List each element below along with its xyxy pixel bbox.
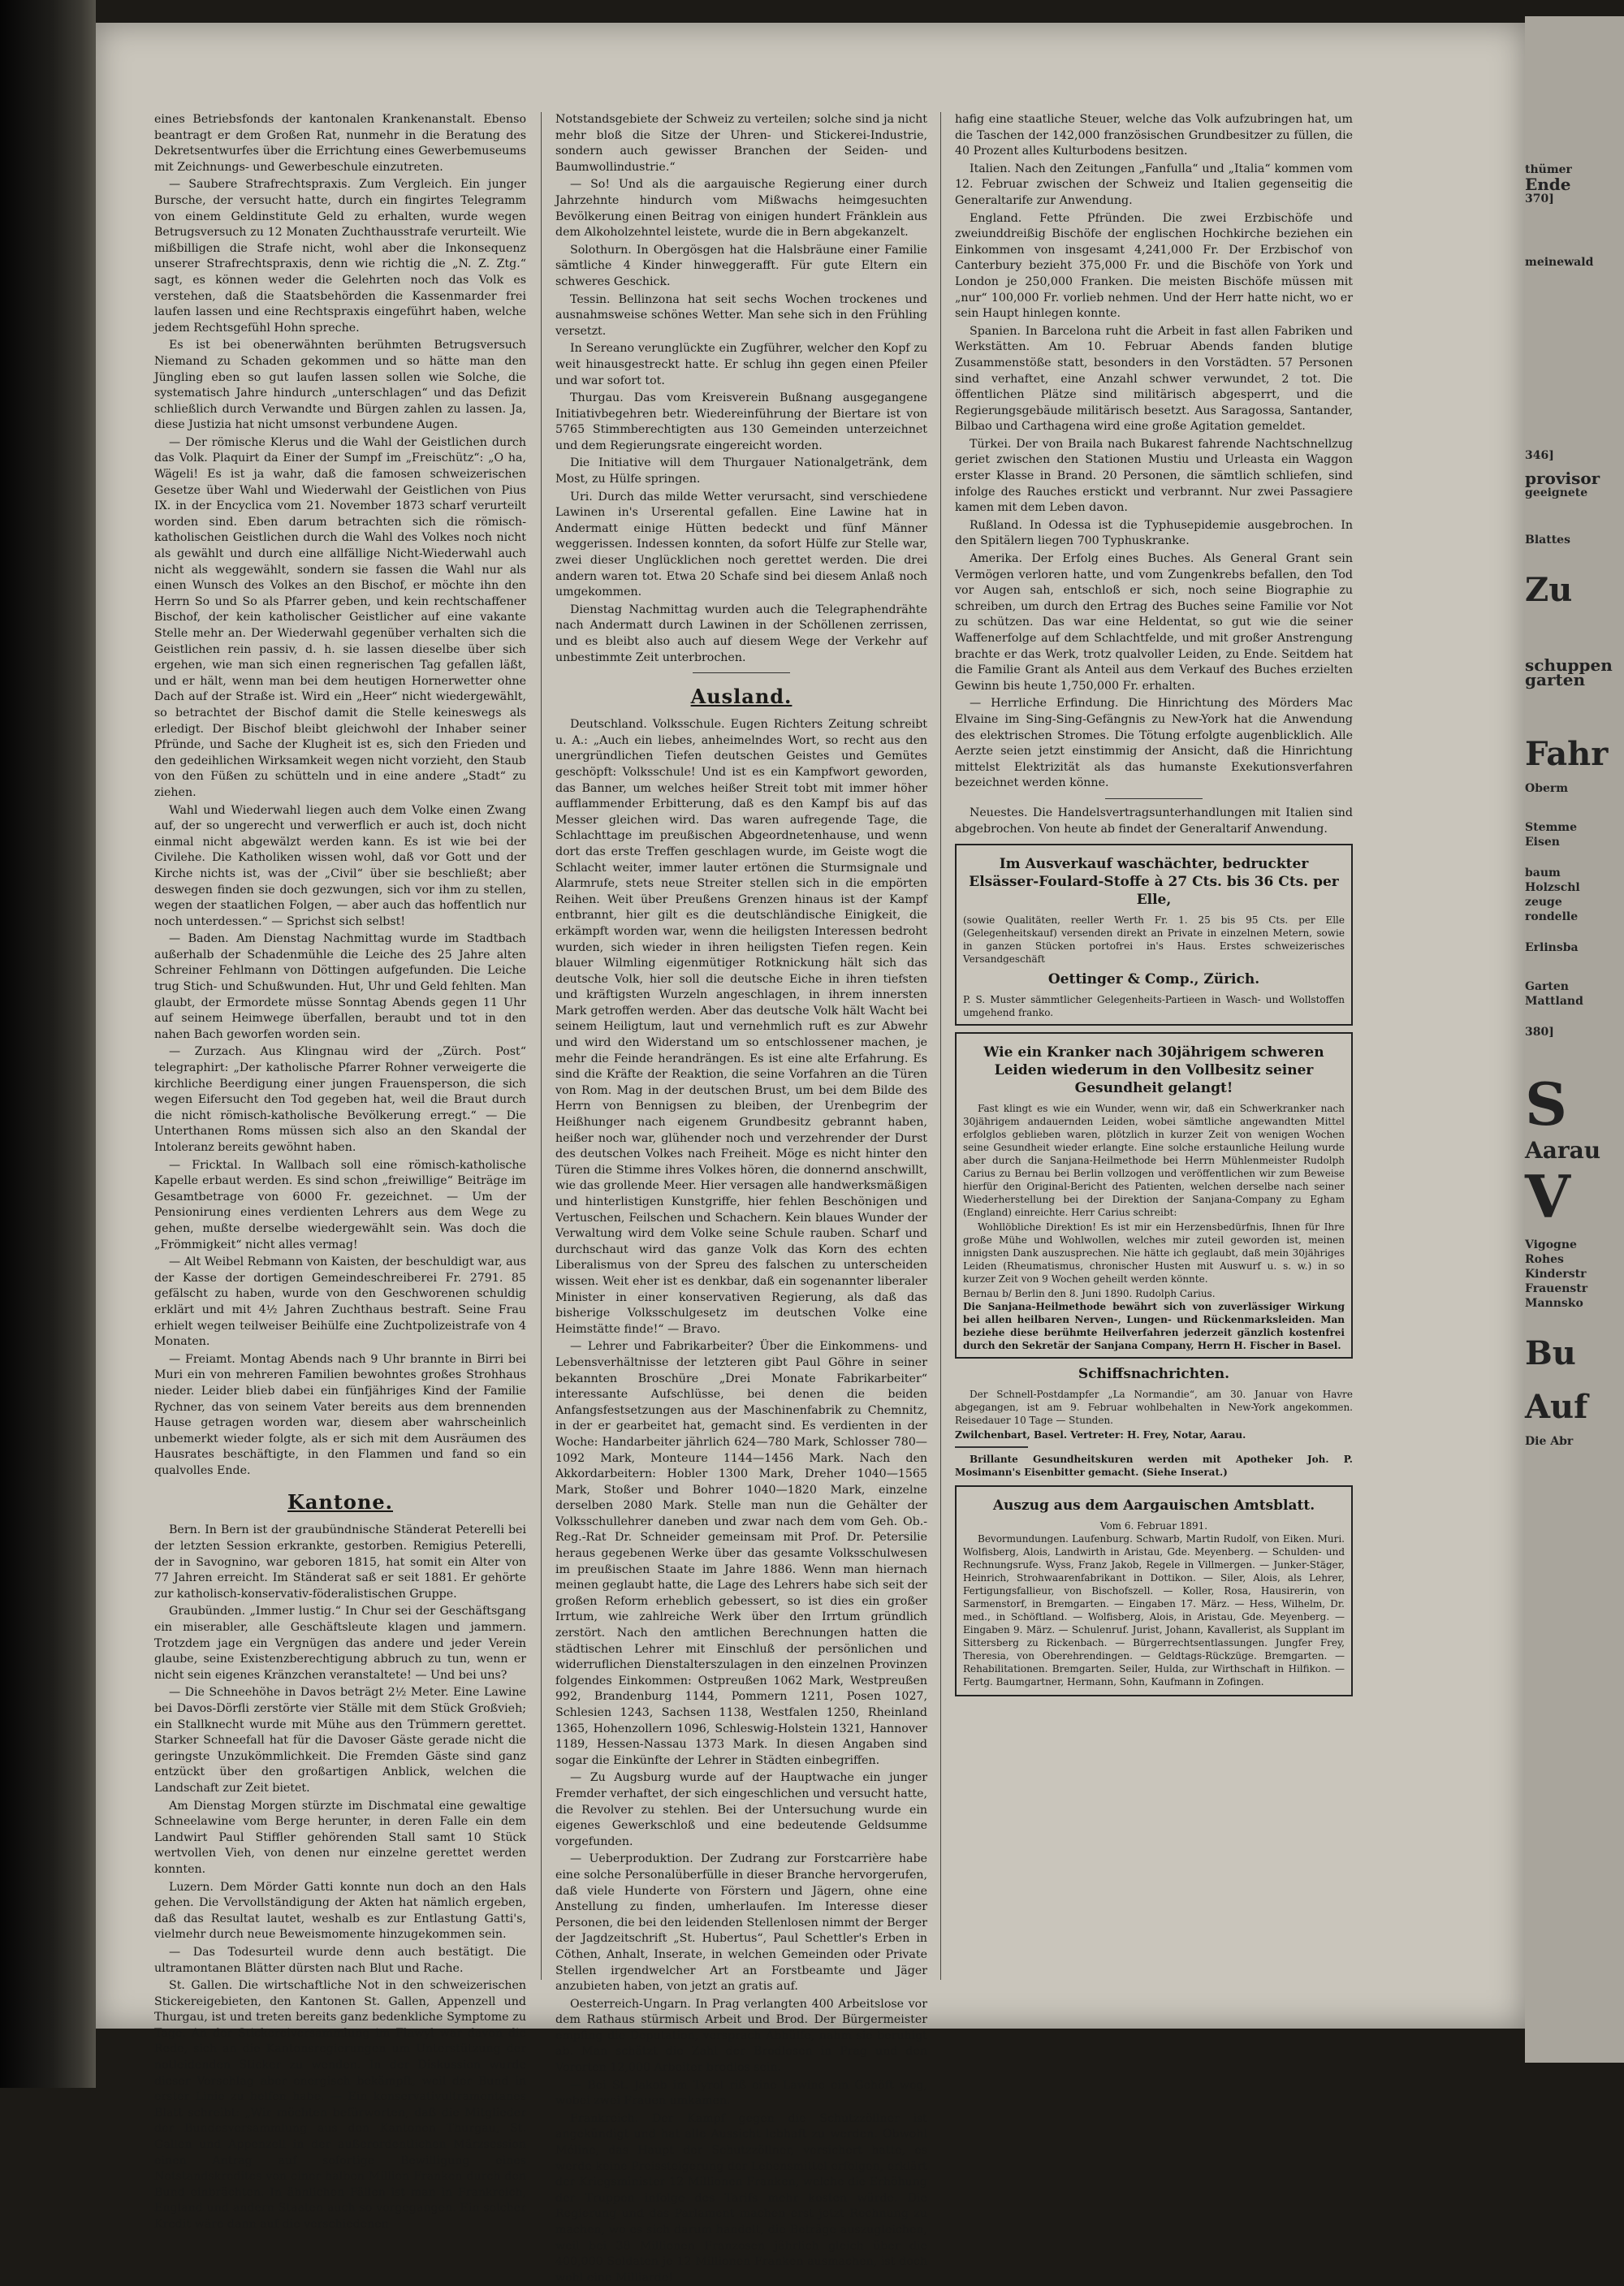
article-paragraph: — Zu Augsburg wurde auf der Hauptwache ein junger Fremder verhaftet, der sich eingeschlichen und versucht hatte, die Revolver zu stehlen. Bei der Untersuchung wurde ein eigenes Gewerkschloß und eine bedeutende Geldsumme vorgefunden.: [555, 1771, 927, 1848]
edge-text: Mannsko: [1525, 1297, 1583, 1310]
separator-line: [693, 672, 790, 673]
article-paragraph: Wahl und Wiederwahl liegen auch dem Volke einen Zwang auf, der so ungerecht und verwerflich er auch ist, doch nicht einmal nicht abgewälzt werden kann. Es ist wie bei der Civilehe. Die Katholiken wissen wohl, daß vor Gott und der Kirche nichts ist, was der „Civil“ über sie beschließt; aber deswegen finden sie doch gezwungen, sich vor ihm zu stellen, wegen der staatlichen Folgen, — aber auch das hoffentlich nur noch unterdessen.“ — Sprichst sich selbst!: [154, 803, 526, 928]
edge-text: Vigogne: [1525, 1238, 1577, 1251]
edge-text: Fahr: [1525, 735, 1609, 773]
edge-text: geeignete: [1525, 486, 1588, 499]
edge-text: Bu: [1525, 1334, 1576, 1372]
article-paragraph: Die Initiative will dem Thurgauer Nationalgetränk, dem Most, zu Hülfe springen.: [555, 456, 927, 486]
edge-text: S: [1525, 1070, 1567, 1139]
amtsblatt-body: Bevormundungen. Laufenburg. Schwarb, Martin Rudolf, von Eiken. Muri. Wolfisberg, Alois, Landwirth in Aristau, Gde. Meyenberg. — Schulden- und Rechnungsrufe. Wyss, Franz Jakob, Regele in Villmergen. — Junker-Stäger, Heinrich, Strohwaarenfabrikant in Dottikon. — Siler, Alois, als Lehrer, Fertigungsfallieur, von Bischofszell. — Koller, Rosa, Hausirerin, von Sarmenstorf, in Bremgarten. — Eingaben 17. März. — Hess, Wilhelm, Dr. med., in Schöftland. — Wolfisberg, Alois, in Aristau, Gde. Meyenberg. — Eingaben 9. März. — Schulenruf. Jurist, Johann, Kavallerist, als Supplant im Sittersberg zu Rickenbach. — Bürgerrechtsentlassungen. Jungfer Frey, Theresia, von Oberehrendingen. — Geldtags-Rückzüge. Bremgarten. — Rehabilitationen. Bremgarten. Seiler, Hulda, zur Wirthschaft in Hilfikon. — Fertg. Baumgartner, Hermann, Sohn, Kaufmann in Zofingen.: [963, 1533, 1345, 1688]
ship-news-body: Der Schnell-Postdampfer „La Normandie“, am 30. Januar von Havre abgegangen, ist am 9. Februar wohlbehalten in New-York angekommen. Reisedauer 10 Tage — Stunden.: [955, 1389, 1353, 1427]
ad-quote: Wohllöbliche Direktion! Es ist mir ein Herzensbedürfnis, Ihnen für Ihre große Mühe und Wohlwollen, welches mir zuteil geworden ist, meinen innigsten Dank auszusprechen. Nie hätte ich geglaubt, daß mein 30jähriges Leiden (Rheumatismus, chronischer Husten mit Auswurf u. s. w.) in so kurzer Zeit von 9 Wochen geheilt werden könnte.: [963, 1221, 1345, 1286]
edge-text: Blattes: [1525, 534, 1570, 547]
section-heading-kantone: Kantone.: [287, 1490, 394, 1515]
edge-text: V: [1525, 1162, 1570, 1231]
article-paragraph: Am Dienstag Morgen stürzte im Dischmatal eine gewaltige Schneelawine vom Berge herunter, in deren Falle ein dem Landwirt Paul Stiffler gehörenden Stall samt 10 Stück wertvollen Vieh, von denen nur einzelne gerettet werden konnten.: [154, 1799, 526, 1876]
ad-body: (sowie Qualitäten, reeller Werth Fr. 1. 25 bis 95 Cts. per Elle (Gelegenheitskauf) versenden direkt an Private in einzelnen Metern, sowie in ganzen Stücken portofrei in's Haus. Erstes schweizerisches Versandgeschäft: [963, 914, 1345, 966]
article-paragraph: Dienstag Nachmittag wurden auch die Telegraphendrähte nach Andermatt durch Lawinen in der Schöllenen zerrissen, und es bleibt also auch auf diesem Wege der Verkehr auf unbestimmte Zeit unterbrochen.: [555, 603, 927, 664]
edge-text: Die Abr: [1525, 1435, 1574, 1448]
edge-text: 370]: [1525, 192, 1554, 205]
ad-footer: Die Sanjana-Heilmethode bewährt sich von zuverlässiger Wirkung bei allen heilbaren Nerven-, Lungen- und Rückenmarksleiden. Man beziehe diese berühmte Heilverfahren jederzeit gänzlich kostenfrei durch den Sekretär der Sanjana Company, Herrn H. Fischer in Basel.: [963, 1301, 1345, 1352]
edge-text: zeuge: [1525, 896, 1562, 909]
column-3: [955, 112, 1353, 1996]
column-2: [555, 112, 927, 2284]
article-paragraph: — Herrliche Erfindung. Die Hinrichtung des Mörders Mac Elvaine im Sing-Sing-Gefängnis zu New-York hat die Anwendung des elektrischen Stromes. Die Tötung erfolgte augenblicklich. Alle Aerzte seien jetzt einstimmig der Ansicht, daß die Hinrichtung mittelst Elektrizität als das humanste Exekutionsverfahren bezeichnet werden könne.: [955, 697, 1353, 790]
ad-signature: Bernau b/ Berlin den 8. Juni 1890. Rudolph Carius.: [963, 1288, 1216, 1300]
column-rule: [541, 112, 542, 1980]
separator-line: [955, 1446, 1028, 1448]
edge-text: Aarau: [1525, 1137, 1601, 1164]
article-paragraph: Deutschland. Volksschule. Eugen Richters Zeitung schreibt u. A.: „Auch ein liebes, anheimelndes Wort, so recht aus den unergründlichen Tiefen deutschen Geistes und Gemütes geschöpft: Volksschule! Und ist es ein Kampfwort geworden, das Banner, um welches heißer Streit tobt mit immer höher aufflammender Erbitterung, daß es den Kampf bis auf das Messer gleichen wird. Das waren aufregende Tage, die Schlachttage im preußischen Abgeordnetenhause, und wenn dort das erste Treffen geschlagen wurde, im Geiste wogt die Schlacht weiter, immer lauter ertönen die Sturmsignale und Alarmrufe, stets neue Streiter stellen sich in die empörten Reihen. Weit über Preußens Grenzen hinaus ist der Kampf entbrannt, hier gilt es die deutschländische Einigkeit, die erkämpft worden war, wenn die heiligsten Interessen bedroht wurden, sich wieder in ihren heiligsten Tiefen regen. Kein blauer Wilmling eigenmütiger Rotknickung hält sich das deutsche Volk, hier soll die deutsche Eiche in ihren tiefsten und kräftigsten Wurzeln angeschlagen, in ihrem innersten Mark getroffen werden. Aber das deutsche Volk hält Wacht bei seinem Heiligtum, laut und vernehmlich ruft es zur Abwehr und wird den Widerstand um so entschlossener machen, je mehr die Feinde herandrängen. Es ist eine alte Erfahrung. Es sind die Kräfte der Reaktion, die seine Vorfahren an die Türen von Rom. Mag in der deutschen Brust, um bei dem Bilde des Herrn von Bennigsen zu bleiben, der Urenbegrim der Heißhunger nach eigenem Grundbesitz gebrannt haben, heißer noch war, glühender noch und verzehrender der Durst des deutschen Volkes nach Freiheit. Möge es nicht hinter den Türen die Stimme ihres Volkes hören, die donnernd anschwillt, wie das grollende Meer. Hier versagen alle handwerksmäßigen und hinterlistigen Kunstgriffe, hier fehlen Beschönigen und Vertuschen, Feilschen und Schachern. Kein blaues Wunder der Verwaltung wird dem Volke seine Schule rauben. Scharf und durchschaut wird das ganze Volk das Korn des echten Liberalismus von der Spreu des falschen zu unterscheiden wissen. Weit eher ist es denkbar, daß ein sogenannter liberaler Minister in einer konservativen Regierung, als daß das bisherige Volksschulgesetz im deutschen Volke eine Heimstätte finde!“ — Bravo.: [555, 718, 927, 1336]
article-paragraph: — Das Todesurteil wurde denn auch bestätigt. Die ultramontanen Blätter dürsten nach Blut und Rache.: [154, 1945, 526, 1975]
edge-text: Frauenstr: [1525, 1282, 1588, 1295]
article-paragraph: In Sereano verunglückte ein Zugführer, welcher den Kopf zu weit hinausgestreckt hatte. Er schlug ihn gegen einen Pfeiler und war sofort tot.: [555, 342, 927, 387]
article-paragraph: St. Gallen. Die wirtschaftliche Not in den schweizerischen Stickereigebieten, den Kantonen St. Gallen, Appenzell und Thurgau, ist und treten bereits ganz bedenkliche Symptome zu Tage. An der Stickereiversammlung im Flawyl war davon die Rede, sich an die Kantonsregierungen um Unterstützung der notleidenden Sticker zu wenden. In der Diskussion wurde dieser Vorschlag aber energisch bekämpft, weil der Bund in erster Linie zu helfen habe. — Ein konservativultramontanes Blatt schreibt: „Wir möchten befürworten, daß die Mitglieder der Bundesversammlung aus den Kantonen Thurgau, St. Gallen und Appenzell in der außerordentlichen Märzsession einen Antrag auf sofortige Bewilligung eines Notstandskredites von einer halben Million Franken durch den Bund einbrächten. In ähnlichen Fällen ist man in Frankreich, England und andern Staaten auch so vorgegangen. Ein solcher Kredit wäre dann auf die verschiedenen: [154, 1979, 526, 2231]
edge-text: Eisen: [1525, 836, 1560, 849]
edge-text: 346]: [1525, 449, 1554, 462]
edge-text: garten: [1525, 670, 1585, 689]
article-paragraph: Uri. Durch das milde Wetter verursacht, sind verschiedene Lawinen in's Urserental gefallen. Eine Lawine hat in Andermatt einige Hütten bedeckt und fünf Männer weggerissen. Indessen konnten, da sofort Hülfe zur Stelle war, zwei dieser Unglücklichen noch gerettet werden. Die drei andern waren tot. Etwa 20 Schafe sind bei diesem Anlaß noch umgekommen.: [555, 490, 927, 599]
article-paragraph: Luzern. Dem Mörder Gatti konnte nun doch an den Hals gehen. Die Vervollständigung der Akten hat nämlich ergeben, daß das Resultat lautet, weshalb es zur Entlastung Gatti's, vielmehr durch neue Beweismomente hinzugekommen sein.: [154, 1880, 526, 1942]
adjacent-page-edge: [1525, 16, 1624, 2063]
edge-text: Oberm: [1525, 782, 1569, 795]
edge-text: Garten: [1525, 980, 1569, 993]
ad-firm: Oettinger & Comp., Zürich.: [1047, 971, 1260, 988]
edge-text: thümer: [1525, 163, 1572, 176]
ship-news-title: Schiffsnachrichten.: [1078, 1366, 1230, 1383]
advertisement-foulard: [955, 844, 1353, 1026]
article-paragraph: Graubünden. „Immer lustig.“ In Chur sei der Geschäftsgang ein miserabler, alle Geschäftsleute klagen und jammern. Trotzdem jage ein Vergnügen das andere und jeder Verein glaube, seine Existenzberechtigung abbruch zu tun, wenn er nicht sein eigenes Kränzchen veranstaltete! — Und bei uns?: [154, 1605, 526, 1682]
article-paragraph: Spanien. In Barcelona ruht die Arbeit in fast allen Fabriken und Werkstätten. Am 10. Februar Abends fanden blutige Zusammenstöße statt, besonders in den Vorstädten. 57 Personen sind verhaftet, eine Anzahl schwer verwundet, 2 tot. Die öffentlichen Plätze sind militärisch abgesperrt, und die Regierungsgebäude militärisch besetzt. Aus Saragossa, Santander, Bilbao und Carthagena wird eine große Agitation gemeldet.: [955, 324, 1353, 434]
article-paragraph: Oesterreich-Ungarn. In Prag verlangten 400 Arbeitslose vor dem Rathaus stürmisch Arbeit und Brod. Der Bürgermeister empfing die Deputation, versprach Abhülfe, nahm sie beruhigt ab. Man schätzt die Zahl der Brodlosen in Prag und den Vororten 12,000 Arbeiter brodlos sein.: [555, 1997, 927, 2075]
article-paragraph: — Freiamt. Montag Abends nach 9 Uhr brannte in Birri bei Muri ein von mehreren Familien bewohntes großes Strohhaus nieder. Leider blieb dabei ein fünfjähriges Kind der Familie Rychner, das von seinem Vater bereits aus dem brennenden Hause getragen worden war, diesem aber wahrscheinlich unbemerkt wieder folgte, als er sich mit dem Ausräumen des Hausrates beschäftigte, in den Flammen und fand so ein qualvolles Ende.: [154, 1352, 526, 1477]
edge-text: Stemme: [1525, 821, 1578, 834]
ad-postscript: P. S. Muster sämmtlicher Gelegenheits-Partieen in Wasch- und Wollstoffen umgehend franko.: [963, 994, 1345, 1019]
column-rule: [940, 112, 941, 1980]
article-paragraph: hafig eine staatliche Steuer, welche das Volk aufzubringen hat, um die Taschen der 142,000 französischen Grundbesitzer zu füllen, die 40 Prozent alles Kulturbodens besitzen.: [955, 113, 1353, 158]
article-paragraph: — Baden. Am Dienstag Nachmittag wurde im Stadtbach außerhalb der Schadenmühle die Leiche des 25 Jahre alten Schreiner Fehlmann von Döttingen aufgefunden. Die Leiche trug Stich- und Schußwunden. Hut, Uhr und Geld fehlten. Man glaubt, der Ermordete müsse Sonntag Abends gegen 11 Uhr auf seinem Heimwege überfallen, beraubt und tot in den nahen Bach geworfen worden sein.: [154, 932, 526, 1041]
article-paragraph: Türkei. Der von Braila nach Bukarest fahrende Nachtschnellzug geriet zwischen den Stationen Mustiu und Urleasta ein Waggon erster Klasse in Brand. 20 Personen, die sämtlich schliefen, sind infolge des Rauches erstickt und verbrannt. Nur zwei Passagiere kamen mit dem Leben davon.: [955, 437, 1353, 515]
article-paragraph: eines Betriebsfonds der kantonalen Krankenanstalt. Ebenso beantragt er dem Großen Rat, nunmehr in die Beratung des Dekretsentwurfes über die Errichtung eines Gewerbemuseums mit Zeichnungs- und Gewerbeschule einzutreten.: [154, 113, 526, 174]
edge-text: meinewald: [1525, 256, 1594, 269]
article-paragraph: — Bei St. Jakob im Tyrol riß eine Lawine ein Gehöft weg, wobei zwei Frauen umkamen.: [555, 2078, 927, 2108]
edge-text: provisor: [1525, 469, 1600, 488]
article-paragraph: — So! Und als die aargauische Regierung einer durch Jahrzehnte hindurch vom Mißwachs heimgesuchten Bevölkerung einen Beitrag von einigen hundert Fränklein aus dem Alkoholzehntel leistete, wurde die in Bern abgekanzelt.: [555, 178, 927, 240]
article-paragraph: Bern. In Bern ist der graubündnische Ständerat Peterelli bei der letzten Session erkrankte, gestorben. Remigius Peterelli, der in Savognino, war geboren 1815, hat somit ein Alter von 77 Jahren erreicht. Im Ständerat saß er seit 1881. Er gehörte zur katholisch-konservativ-föderalistischen Gruppe.: [154, 1523, 526, 1601]
separator-line: [1105, 798, 1203, 799]
article-paragraph: Tessin. Bellinzona hat seit sechs Wochen trockenes und ausnahmsweise schönes Wetter. Man sehe sich in den Frühling versetzt.: [555, 292, 927, 338]
edge-text: 380]: [1525, 1026, 1554, 1039]
newspaper-page: [96, 23, 1525, 2284]
article-paragraph: Amerika. Der Erfolg eines Buches. Als General Grant sein Vermögen verloren hatte, und vom Zungenkrebs befallen, den Tod vor Augen sah, entschloß er sich, noch seine Biographie zu schreiben, um durch den Ertrag des Buches seine Familie vor Not zu schützen. Das war eine Heldentat, so gut wie die seiner Waffenerfolge auf dem Schlachtfelde, und mit großer Anstrengung brachte er das Werk, trotz qualvoller Leiden, zu Ende. Seitdem hat die Familie Grant als Anteil aus dem Verkauf des Buches erzielten Gewinn bis heute 1,750,000 Fr. erhalten.: [955, 552, 1353, 693]
article-paragraph: — Fricktal. In Wallbach soll eine römisch-katholische Kapelle erbaut werden. Es sind schon „freiwillige“ Beiträge im Gesamtbetrage von 6000 Fr. gezeichnet. — Um der Pensionirung eines verdienten Lehrers aus dem Wege zu gehen, mußte derselbe wiedergewählt sein. Was doch die „Frömmigkeit“ nicht alles vermag!: [154, 1158, 526, 1251]
news-latest: Neuestes. Die Handelsvertragsunterhandlungen mit Italien sind abgebrochen. Von heute ab findet der Generaltarif Anwendung.: [955, 806, 1353, 836]
ad-title: Im Ausverkauf waschächter, bedruckter Elsässer-Foulard-Stoffe à 27 Cts. bis 36 Cts. per Elle,: [969, 856, 1339, 909]
article-paragraph: — Zurzach. Aus Klingnau wird der „Zürch. Post“ telegraphirt: „Der katholische Pfarrer Rohner verweigerte die kirchliche Beerdigung einer jungen Frauensperson, die sich wegen Eifersucht den Tod gegeben hat, weil die Braut durch die nicht römisch-katholische Bevölkerung erregt.“ — Die Unterthanen Roms müssen sich also an den Skandal der Intoleranz bereits gewöhnt haben.: [154, 1045, 526, 1154]
article-paragraph: Frankreich. Der Kampf gegen die Schutzzöllner ist angekündigt und hat alle Aussicht lebhaft zu werden. Obwohl Méline, das Haupt der Schutzzöllner, versichert hatte, es werde keine Preissteigerung der Lebensmittel erfolgen, erklärt der Kriegsminister 12 Millionen Franken, welche die Erhöhung der Truppen infolge des Tarifs mehr kosten würde. Die Regierung und das Parlament machen erst jetzt Rechnung zu machen, wo es sich darum handelt, die Beträge auszugleichen, weil bei 38 Millionen Franzosen jährlich gleich über die 400,000 Soldaten je 12 Millionen Franken ausmachen, ist doch wohl eine Milliarde!: [555, 2111, 927, 2284]
article-paragraph: — Ueberproduktion. Der Zudrang zur Forstcarrière habe eine solche Personalüberfülle in dieser Branche hervorgerufen, daß viele Hunderte von Förstern und Jägern, ohne eine Anstellung zu finden, umherlaufen. Im Interesse dieser Personen, die bei den leidenden Stellenlosen nimmt der Berger der Jagdzeitschrift „St. Hubertus“, Paul Schettler's Erben in Cöthen, Anhalt, Inserate, in welchen Gemeinden oder Private Stellen irgendwelcher Art an Forstbeamte und Jäger anzubieten haben, von jetzt an gratis auf.: [555, 1852, 927, 1994]
article-paragraph: — Saubere Strafrechtspraxis. Zum Vergleich. Ein junger Bursche, der versucht hatte, durch ein fingirtes Telegramm von einem Geldinstitute Geld zu erhalten, wurde wegen Betrugsversuch zu 12 Monaten Zuchthausstrafe verurteilt. Wie mißbilligen die Strafe nicht, wohl aber die Inkonsequenz unserer Strafrechtspraxis, denn wie richtig die „N. Z. Ztg.“ sagt, es können weder die Gelehrten noch das Volk es verstehen, daß die Staatsbehörden die Kassenmarder frei laufen lassen und eine Rechtspraxis eingeführt haben, welche jedem Rechtsgefühl Hohn spreche.: [154, 178, 526, 335]
article-paragraph: — Die Schneehöhe in Davos beträgt 2½ Meter. Eine Lawine bei Davos-Dörfli zerstörte vier Ställe mit dem Stück Großvieh; ein Stallknecht wurde mit Mühe aus den Trümmern gerettet. Starker Schneefall hat für die Davoser Gäste gerade nicht die geringste Unzukömmlichkeit. Die Fremden Gäste sind ganz entzückt über den großartigen Anblick, welchen die Landschaft zur Zeit bietet.: [154, 1686, 526, 1795]
article-paragraph: Es ist bei obenerwähnten berühmten Betrugsversuch Niemand zu Schaden gekommen und so hätte man den Jüngling eben so gut laufen lassen sollen wie Solche, die systematisch Jahre hindurch „unterschlagen“ und das Defizit schließlich durch Verwandte und Bürgen zahlen zu lassen. Ja, diese Justizia hat nicht umsonst verbundene Augen.: [154, 339, 526, 432]
edge-text: rondelle: [1525, 910, 1579, 923]
edge-text: Mattland: [1525, 995, 1583, 1008]
edge-text: Erlinsba: [1525, 941, 1579, 954]
article-paragraph: Italien. Nach den Zeitungen „Fanfulla“ und „Italia“ kommen vom 12. Februar zwischen der Schweiz und Italien gegenseitig die Generaltarife zur Anwendung.: [955, 162, 1353, 207]
amtsblatt-title: Auszug aus dem Aargauischen Amtsblatt.: [992, 1497, 1315, 1515]
article-paragraph: Solothurn. In Obergösgen hat die Halsbräune einer Familie sämtliche 4 Kinder hinweggerafft. Für gute Eltern ein schweres Geschick.: [555, 243, 927, 288]
edge-text: Rohes: [1525, 1253, 1564, 1266]
health-notice: Brillante Gesundheitskuren werden mit Apotheker Joh. P. Mosimann's Eisenbitter gemacht. (Siehe Inserat.): [955, 1454, 1353, 1479]
edge-text: Auf: [1525, 1388, 1588, 1426]
ship-news-agent: Zwilchenbart, Basel. Vertreter: H. Frey, Notar, Aarau.: [955, 1429, 1246, 1441]
section-heading-ausland: Ausland.: [690, 685, 793, 709]
ad-title: Wie ein Kranker nach 30jährigem schweren Leiden wiederum in den Vollbesitz seiner Gesundheit gelangt!: [983, 1044, 1324, 1097]
edge-text: Holzschl: [1525, 881, 1580, 894]
amtsblatt-extract: [955, 1485, 1353, 1696]
edge-text: baum: [1525, 866, 1561, 879]
edge-text: Zu: [1525, 571, 1573, 609]
article-paragraph: England. Fette Pfründen. Die zwei Erzbischöfe und zweiunddreißig Bischöfe der englischen Hochkirche beziehen ein Einkommen von insgesamt 4,241,000 Fr. Der Erzbischof von Canterbury bezieht 375,000 Fr. und die Bischöfe von York und London je 250,000 Franken. Die meisten Bischöfe müssen mit „nur“ 100,000 Fr. vorlieb nehmen. Und der Herr hatte nicht, wo er sein Haupt hinlegen konnte.: [955, 211, 1353, 321]
amtsblatt-date: Vom 6. Februar 1891.: [1099, 1520, 1208, 1532]
article-paragraph: — Der römische Klerus und die Wahl der Geistlichen durch das Volk. Plaquirt da Einer der Sumpf im „Freischütz“: „O ha, Wägeli! Es ist ja wahr, daß die famosen schweizerischen Gesetze über Wahl und Wiederwahl der Geistlichen von Pius IX. in der Encyclica vom 21. November 1873 scharf verurteilt worden sind. Eben darum betrachten sich die römisch-katholischen Geistlichen durch die Wahl des Volkes noch nicht als gewählt und durch eine allfällige Nicht-Wiederwahl auch nicht als weggewählt, sondern sie fassen die Wahl nur als einen Wunsch des Volkes an den Bischof, er möchte ihn den Herrn So und So als Pfarrer geben, und kein rechtschaffener Bischof, der kein katholischer Geistlicher auf eine vakante Stelle mehr an. Der Wiederwahl gegenüber verhalten sich die Geistlichen rein passiv, d. h. sie lassen dieselbe über sich ergehen, wie man sich einen regnerischen Tag gefallen läßt, und er hält, wenn man bei dem heutigen Hornerwetter ohne Dach auf der Straße ist. Wird ein „Heer“ nicht wiedergewählt, so betrachtet der Bischof damit die Stelle keineswegs als erledigt. Der Bischof bleibt gleichwohl der Inhaber seiner Pfründe, und Sache der Klugheit ist es, sich den Frieden und den gedeihlichen Wirksamkeit wegen nicht vorzieht, den Staub von den Füßen zu schütteln und in eine andere „Stadt“ zu ziehen.: [154, 435, 526, 799]
article-paragraph: Notstandsgebiete der Schweiz zu verteilen; solche sind ja nicht mehr bloß die Sitze der Uhren- und Stickerei-Industrie, sondern auch gewisser Branchen der Seiden- und Baumwollindustrie.“: [555, 113, 927, 174]
edge-text: Kinderstr: [1525, 1268, 1587, 1281]
article-paragraph: — Lehrer und Fabrikarbeiter? Über die Einkommens- und Lebensverhältnisse der letzteren gibt Paul Göhre in seiner bekannten Broschüre „Drei Monate Fabrikarbeiter“ interessante Aufschlüsse, bei denen die beiden Anfangsfestsetzungen aus der Maschinenfabrik zu Chemnitz, in der er gearbeitet hat, gemacht sind. Es verdienten in der Woche: Handarbeiter jährlich 624—780 Mark, Schlosser 780—1092 Mark, Monteure 1144—1456 Mark. Nach den Akkordarbeitern: Hobler 1300 Mark, Dreher 1040—1565 Mark, Stoßer und Bohrer 1040—1820 Mark, einzelne derselben 2080 Mark. Stelle man nun die Gehälter der Volksschullehrer daneben und zwar nach dem vom Geh. Ob.-Reg.-Rat Dr. Schneider gemeinsam mit Prof. Dr. Petersilie heraus gegebenen Werke über das gesamte Volksschulwesen im preußischen Staate im Jahre 1886. Wenn man hiernach meinen geglaubt hatte, die Lage des Lehrers habe sich seit der großen Reform erheblich gebessert, so ist dies ein großer Irrtum, wie zahlreiche Werk über den Irrtum gründlich zerstört. Nach den amtlichen Berechnungen hatten die städtischen Lehrer mit Einschluß der persönlichen und widerruflichen Dienstalterszulagen in den einzelnen Provinzen folgendes Einkommen: Ostpreußen 1062 Mark, Westpreußen 992, Brandenburg 1144, Pommern 1211, Posen 1027, Schlesien 1243, Sachsen 1138, Westfalen 1250, Rheinland 1365, Hohenzollern 1096, Schleswig-Holstein 1321, Hannover 1189, Hessen-Nassau 1373 Mark. In diesen Angaben sind sogar die Einkünfte der Lehrer in Städten einbegriffen.: [555, 1340, 927, 1767]
edge-text: Ende: [1525, 175, 1571, 194]
ad-body: Fast klingt es wie ein Wunder, wenn wir, daß ein Schwerkranker nach 30jährigem andauernden Leiden, wobei sämtliche angewandten Mittel erfolglos geblieben waren, plötzlich in kurzer Zeit von wenigen Wochen seine Gesundheit wieder erlangte. Eine solche erstaunliche Heilung wurde aber durch die Sanjana-Heilmethode bei Herrn Mühlenmeister Rudolph Carius zu Bernau bei Berlin vollzogen und veröffentlichen wir zum Beweise hierfür den Original-Bericht des Patienten, welchen derselbe nach seiner Wiederherstellung bei der Direktion der Sanjana-Company zu Egham (England) einreichte. Herr Carius schreibt:: [963, 1103, 1345, 1219]
advertisement-sanjana: [955, 1032, 1353, 1359]
book-binding: [0, 0, 96, 2088]
article-paragraph: — Alt Weibel Rebmann von Kaisten, der beschuldigt war, aus der Kasse der dortigen Gemeindeschreiberei Fr. 2791. 85 gefälscht zu haben, wurde von den Geschworenen schuldig erklärt und mit 4½ Jahren Zuchthaus bestraft. Seine Frau erhielt wegen teilweiser Beihülfe eine Zuchtpolizeistrafe von 4 Monaten.: [154, 1255, 526, 1349]
article-paragraph: Thurgau. Das vom Kreisverein Bußnang ausgegangene Initiativbegehren betr. Wiedereinführung der Biertare ist von 5765 Stimmberechtigten aus 130 Gemeinden unterzeichnet und dem Regierungsrate eingereicht worden.: [555, 391, 927, 452]
edge-text: schuppen: [1525, 655, 1613, 675]
column-1: [154, 112, 526, 2231]
article-paragraph: Rußland. In Odessa ist die Typhusepidemie ausgebrochen. In den Spitälern liegen 700 Typhuskranke.: [955, 518, 1353, 548]
